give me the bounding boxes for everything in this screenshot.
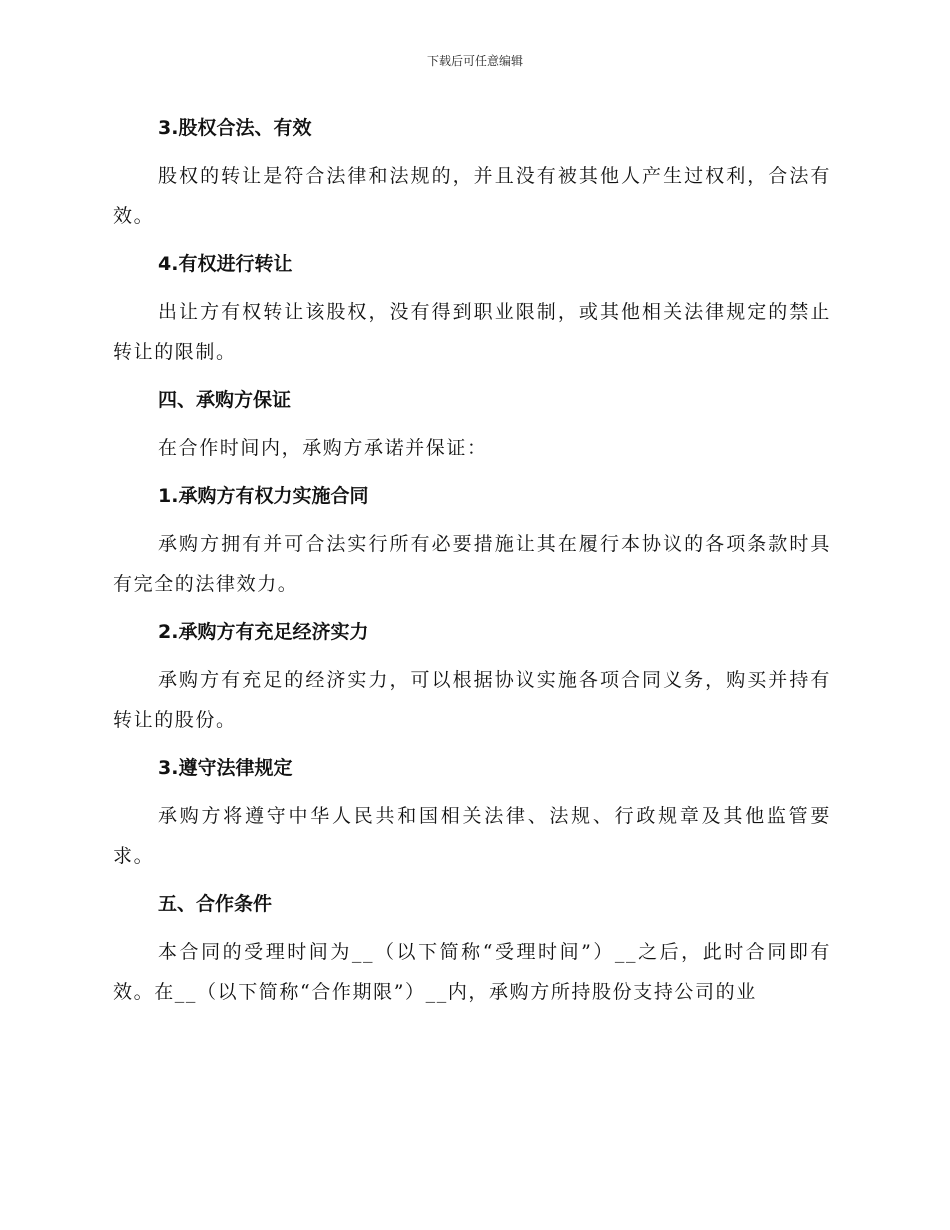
section-heading-1-buyer-authority: 1.承购方有权力实施合同 <box>158 485 369 507</box>
paragraph-comply-law: 承购方将遵守中华人民共和国相关法律、法规、行政规章及其他监管要求。 <box>113 805 831 867</box>
section-heading-4-right-to-transfer: 4.有权进行转让 <box>158 253 293 275</box>
paragraph-buyer-finance: 承购方有充足的经济实力，可以根据协议实施各项合同义务，购买并持有转让的股份。 <box>113 669 831 731</box>
section-heading-buyer-guarantee: 四、承购方保证 <box>158 389 292 411</box>
section-heading-3-comply-law: 3.遵守法律规定 <box>158 757 293 779</box>
paragraph-equity-legal: 股权的转让是符合法律和法规的，并且没有被其他人产生过权利，合法有效。 <box>113 165 831 227</box>
document-body <box>113 108 831 1020</box>
section-heading-3-equity-legal: 3.股权合法、有效 <box>158 117 312 139</box>
section-heading-cooperation-terms: 五、合作条件 <box>158 893 273 915</box>
paragraph-buyer-authority: 承购方拥有并可合法实行所有必要措施让其在履行本协议的各项条款时具有完全的法律效力。 <box>113 533 831 595</box>
paragraph-right-to-transfer: 出让方有权转让该股权，没有得到职业限制，或其他相关法律规定的禁止转让的限制。 <box>113 301 831 363</box>
page-header: 下载后可任意编辑 <box>426 54 523 68</box>
paragraph-buyer-commitment: 在合作时间内，承购方承诺并保证： <box>158 437 488 459</box>
section-heading-2-buyer-finance: 2.承购方有充足经济实力 <box>158 621 369 643</box>
paragraph-cooperation-terms: 本合同的受理时间为__（以下简称“受理时间”）__之后，此时合同即有效。在__（以下简称“合作期限”）__内，承购方所持股份支持公司的业 <box>113 941 831 1003</box>
